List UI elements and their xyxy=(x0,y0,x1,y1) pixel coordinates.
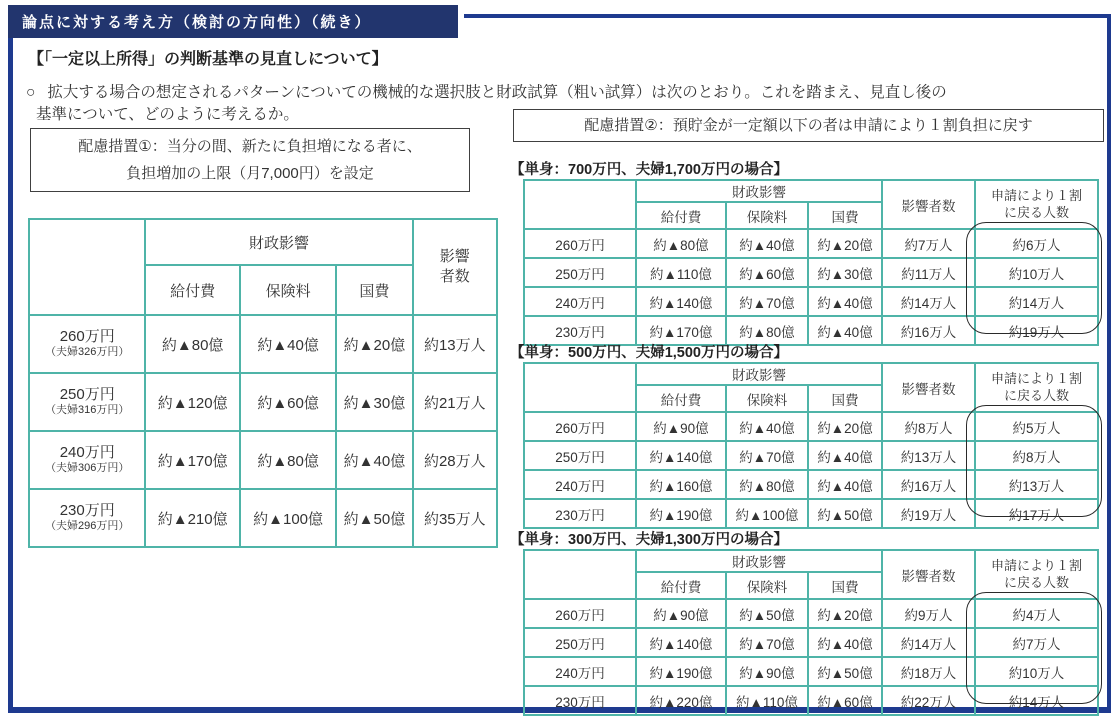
cell-return: 約6万人 xyxy=(975,229,1098,258)
cell-premium: 約▲90億 xyxy=(726,657,808,686)
cell-benefit: 約▲90億 xyxy=(636,599,726,628)
cell-benefit: 約▲140億 xyxy=(636,441,726,470)
cell-premium: 約▲100億 xyxy=(240,489,336,547)
col-header-benefit: 給付費 xyxy=(636,385,726,412)
cell-benefit: 約▲140億 xyxy=(636,628,726,657)
cell-return: 約8万人 xyxy=(975,441,1098,470)
measure1-line1: 配慮措置①：当分の間、新たに負担増になる者に、 xyxy=(78,138,422,155)
cell-benefit: 約▲190億 xyxy=(636,499,726,528)
cell-threshold: 260万円 xyxy=(524,229,636,258)
return-column-highlight-oval xyxy=(966,222,1102,334)
cell-premium: 約▲80億 xyxy=(726,316,808,345)
col-header-fiscal-impact: 財政影響 xyxy=(636,550,882,572)
cell-affected: 約7万人 xyxy=(882,229,975,258)
cell-threshold: 250万円 （夫婦316万円） xyxy=(29,373,145,431)
cell-threshold: 240万円 （夫婦306万円） xyxy=(29,431,145,489)
cell-return: 約13万人 xyxy=(975,470,1098,499)
measure1-line2: 負担増加の上限（月7,000円）を設定 xyxy=(126,165,374,182)
page-title-banner xyxy=(8,5,458,38)
cell-national: 約▲40億 xyxy=(808,287,882,316)
cell-threshold: 240万円 xyxy=(524,287,636,316)
cell-benefit: 約▲110億 xyxy=(636,258,726,287)
cell-premium: 約▲80億 xyxy=(726,470,808,499)
right-table2-title: 【単身：500万円、夫婦1,500万円の場合】 xyxy=(510,345,788,361)
cell-premium: 約▲70億 xyxy=(726,287,808,316)
intro-line2: 基準について、どのように考えるか。 xyxy=(36,106,299,124)
cell-threshold: 250万円 xyxy=(524,441,636,470)
table-row xyxy=(29,431,497,489)
cell-premium: 約▲80億 xyxy=(240,431,336,489)
cell-premium: 約▲110億 xyxy=(726,686,808,715)
col-header-benefit: 給付費 xyxy=(636,202,726,229)
intro-line1 xyxy=(26,82,1090,104)
cell-return: 約17万人 xyxy=(975,499,1098,528)
section-heading: 【「一定以上所得」の判断基準の見直しについて】 xyxy=(28,51,388,68)
measure1-box xyxy=(30,128,470,192)
return-column-highlight-oval xyxy=(966,592,1102,704)
cell-benefit: 約▲80億 xyxy=(145,315,239,373)
cell-affected: 約21万人 xyxy=(413,373,497,431)
cell-national: 約▲60億 xyxy=(808,686,882,715)
table-row xyxy=(29,489,497,547)
corner-cell xyxy=(524,363,636,412)
cell-premium: 約▲40億 xyxy=(726,229,808,258)
cell-benefit: 約▲90億 xyxy=(636,412,726,441)
cell-national: 約▲30億 xyxy=(808,258,882,287)
cell-affected: 約11万人 xyxy=(882,258,975,287)
col-header-national: 国費 xyxy=(336,265,412,315)
corner-cell xyxy=(524,180,636,229)
cell-premium: 約▲100億 xyxy=(726,499,808,528)
cell-premium: 約▲70億 xyxy=(726,628,808,657)
col-header-fiscal-impact: 財政影響 xyxy=(636,363,882,385)
col-header-premium: 保険料 xyxy=(726,202,808,229)
cell-benefit: 約▲80億 xyxy=(636,229,726,258)
col-header-affected: 影響者数 xyxy=(413,219,497,315)
right-table3-title: 【単身：300万円、夫婦1,300万円の場合】 xyxy=(510,532,788,548)
cell-return: 約5万人 xyxy=(975,412,1098,441)
col-header-benefit: 給付費 xyxy=(636,572,726,599)
measure1-fiscal-table xyxy=(28,218,498,548)
col-header-affected: 影響者数 xyxy=(882,180,975,229)
cell-national: 約▲40億 xyxy=(808,470,882,499)
cell-national: 約▲50億 xyxy=(336,489,412,547)
cell-benefit: 約▲140億 xyxy=(636,287,726,316)
cell-threshold: 230万円 xyxy=(524,499,636,528)
return-column-highlight-oval xyxy=(966,405,1102,517)
bullet-marker: ○ xyxy=(26,84,36,101)
cell-premium: 約▲60億 xyxy=(240,373,336,431)
cell-return: 約14万人 xyxy=(975,287,1098,316)
cell-affected: 約9万人 xyxy=(882,599,975,628)
cell-return: 約10万人 xyxy=(975,657,1098,686)
col-header-premium: 保険料 xyxy=(240,265,336,315)
cell-benefit: 約▲220億 xyxy=(636,686,726,715)
cell-threshold: 260万円 xyxy=(524,599,636,628)
col-header-fiscal-impact: 財政影響 xyxy=(145,219,412,265)
cell-national: 約▲20億 xyxy=(808,229,882,258)
col-header-return: 申請により１割 に戻る人数 xyxy=(975,180,1098,229)
corner-cell xyxy=(29,219,145,315)
cell-premium: 約▲40億 xyxy=(726,412,808,441)
cell-national: 約▲20億 xyxy=(336,315,412,373)
cell-national: 約▲30億 xyxy=(336,373,412,431)
col-header-affected: 影響者数 xyxy=(882,550,975,599)
cell-national: 約▲50億 xyxy=(808,657,882,686)
cell-affected: 約13万人 xyxy=(413,315,497,373)
cell-benefit: 約▲210億 xyxy=(145,489,239,547)
cell-benefit: 約▲190億 xyxy=(636,657,726,686)
col-header-fiscal-impact: 財政影響 xyxy=(636,180,882,202)
cell-return: 約19万人 xyxy=(975,316,1098,345)
table-row xyxy=(29,373,497,431)
col-header-premium: 保険料 xyxy=(726,385,808,412)
cell-premium: 約▲40億 xyxy=(240,315,336,373)
cell-affected: 約8万人 xyxy=(882,412,975,441)
col-header-affected: 影響者数 xyxy=(882,363,975,412)
cell-threshold: 260万円 （夫婦326万円） xyxy=(29,315,145,373)
col-header-return: 申請により１割 に戻る人数 xyxy=(975,550,1098,599)
cell-benefit: 約▲170億 xyxy=(145,431,239,489)
table-row xyxy=(29,315,497,373)
cell-national: 約▲40億 xyxy=(336,431,412,489)
cell-national: 約▲20億 xyxy=(808,412,882,441)
cell-benefit: 約▲160億 xyxy=(636,470,726,499)
cell-benefit: 約▲170億 xyxy=(636,316,726,345)
cell-affected: 約19万人 xyxy=(882,499,975,528)
cell-premium: 約▲60億 xyxy=(726,258,808,287)
cell-national: 約▲40億 xyxy=(808,628,882,657)
cell-return: 約4万人 xyxy=(975,599,1098,628)
col-header-premium: 保険料 xyxy=(726,572,808,599)
cell-return: 約10万人 xyxy=(975,258,1098,287)
cell-affected: 約16万人 xyxy=(882,316,975,345)
cell-threshold: 230万円 （夫婦296万円） xyxy=(29,489,145,547)
cell-threshold: 250万円 xyxy=(524,258,636,287)
measure2-text: 配慮措置②：預貯金が一定額以下の者は申請により１割負担に戻す xyxy=(584,116,1033,134)
cell-affected: 約22万人 xyxy=(882,686,975,715)
cell-threshold: 240万円 xyxy=(524,657,636,686)
cell-benefit: 約▲120億 xyxy=(145,373,239,431)
intro-line1-text: 拡大する場合の想定されるパターンについての機械的な選択肢と財政試算（粗い試算）は次のとおり。これを踏まえ、見直し後の xyxy=(47,84,947,101)
cell-affected: 約14万人 xyxy=(882,287,975,316)
cell-national: 約▲50億 xyxy=(808,499,882,528)
cell-national: 約▲40億 xyxy=(808,441,882,470)
header-row xyxy=(29,219,497,265)
cell-affected: 約28万人 xyxy=(413,431,497,489)
cell-threshold: 230万円 xyxy=(524,686,636,715)
cell-affected: 約13万人 xyxy=(882,441,975,470)
cell-return: 約14万人 xyxy=(975,686,1098,715)
col-header-benefit: 給付費 xyxy=(145,265,239,315)
cell-premium: 約▲70億 xyxy=(726,441,808,470)
cell-premium: 約▲50億 xyxy=(726,599,808,628)
cell-affected: 約18万人 xyxy=(882,657,975,686)
col-header-national: 国費 xyxy=(808,572,882,599)
cell-threshold: 240万円 xyxy=(524,470,636,499)
cell-return: 約7万人 xyxy=(975,628,1098,657)
col-header-national: 国費 xyxy=(808,202,882,229)
cell-threshold: 230万円 xyxy=(524,316,636,345)
measure2-box xyxy=(513,109,1104,142)
cell-national: 約▲20億 xyxy=(808,599,882,628)
cell-affected: 約16万人 xyxy=(882,470,975,499)
col-header-national: 国費 xyxy=(808,385,882,412)
page-title: 論点に対する考え方（検討の方向性）（続き） xyxy=(22,14,372,31)
corner-cell xyxy=(524,550,636,599)
cell-threshold: 250万円 xyxy=(524,628,636,657)
cell-threshold: 260万円 xyxy=(524,412,636,441)
left-table-container xyxy=(28,218,498,548)
cell-affected: 約14万人 xyxy=(882,628,975,657)
col-header-return: 申請により１割 に戻る人数 xyxy=(975,363,1098,412)
header-rule-line xyxy=(464,14,1111,18)
right-table1-title: 【単身：700万円、夫婦1,700万円の場合】 xyxy=(510,162,788,178)
cell-affected: 約35万人 xyxy=(413,489,497,547)
cell-national: 約▲40億 xyxy=(808,316,882,345)
